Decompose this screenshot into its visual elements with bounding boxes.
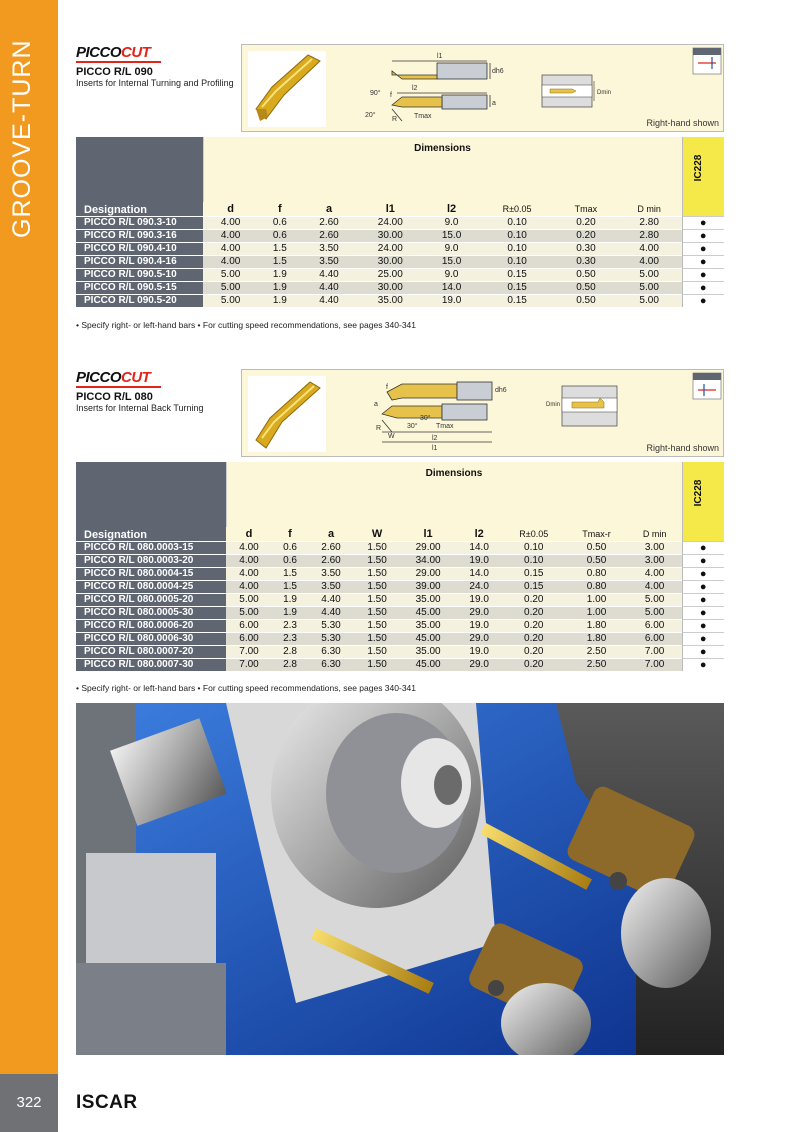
value-cell: 1.00 — [565, 593, 627, 606]
value-cell: 14.0 — [456, 567, 502, 580]
value-cell: 19.0 — [424, 294, 479, 307]
value-cell: 5.00 — [628, 606, 682, 619]
value-cell: 24.00 — [357, 242, 424, 255]
value-cell: 4.00 — [226, 580, 272, 593]
value-cell: 0.30 — [555, 255, 617, 268]
availability-dot: ● — [682, 216, 724, 229]
grade-ic228: IC228 — [692, 154, 704, 181]
value-cell: 1.50 — [354, 593, 400, 606]
value-cell: 15.0 — [424, 229, 479, 242]
label-r: R — [392, 116, 398, 123]
value-cell: 0.15 — [479, 294, 555, 307]
availability-dot: ● — [682, 242, 724, 255]
value-cell: 5.00 — [226, 593, 272, 606]
value-cell: 2.80 — [617, 229, 682, 242]
value-cell: 7.00 — [628, 658, 682, 671]
value-cell: 1.50 — [354, 567, 400, 580]
value-cell: 0.20 — [502, 606, 565, 619]
label-dh6: dh6 — [492, 68, 504, 75]
logo-text-picco: PICCO — [76, 44, 122, 61]
value-cell: 5.00 — [203, 268, 258, 281]
value-cell: 30.00 — [357, 281, 424, 294]
grade-ic228: IC228 — [692, 479, 704, 506]
value-cell: 0.50 — [555, 281, 617, 294]
value-cell: 29.0 — [456, 658, 502, 671]
value-cell: 4.00 — [203, 229, 258, 242]
label-l1: l1 — [432, 445, 438, 452]
footnote-080: • Specify right- or left-hand bars • For cutting speed recommendations, see pages 340-341 — [76, 683, 416, 693]
value-cell: 1.80 — [565, 632, 627, 645]
table-row — [76, 580, 724, 593]
spec-table-body-090 — [76, 216, 724, 307]
availability-dot: ● — [682, 645, 724, 658]
table-row — [76, 294, 724, 307]
value-cell: 1.5 — [272, 580, 308, 593]
value-cell: 9.0 — [424, 216, 479, 229]
value-cell: 45.00 — [400, 632, 456, 645]
availability-dot: ● — [682, 593, 724, 606]
col-tmax-r: Tmax-r — [565, 527, 627, 541]
table-row — [76, 216, 724, 229]
value-cell: 1.5 — [258, 242, 301, 255]
label-angle-30a: 30° — [420, 415, 431, 422]
designation-cell: PICCO R/L 090.3-10 — [76, 216, 203, 229]
profile-drawing — [392, 61, 490, 121]
value-cell: 2.50 — [565, 658, 627, 671]
grade-header — [682, 137, 724, 216]
value-cell: 2.8 — [272, 645, 308, 658]
value-cell: 1.00 — [565, 606, 627, 619]
value-cell: 29.0 — [456, 632, 502, 645]
product-subtitle: Inserts for Internal Turning and Profiling — [76, 78, 234, 88]
logo-underline — [76, 386, 161, 388]
value-cell: 6.00 — [628, 632, 682, 645]
availability-dot: ● — [682, 255, 724, 268]
value-cell: 1.50 — [354, 606, 400, 619]
machining-photo-illustration — [76, 703, 724, 1055]
insert-image-icon — [248, 51, 326, 127]
value-cell: 2.3 — [272, 619, 308, 632]
label-l2: l2 — [412, 85, 418, 92]
value-cell: 0.80 — [565, 567, 627, 580]
label-w: W — [388, 433, 395, 440]
label-l2: l2 — [432, 435, 438, 442]
table-row — [76, 593, 724, 606]
bore-section-drawing — [562, 386, 617, 426]
bore-section-drawing — [542, 75, 594, 107]
value-cell: 7.00 — [226, 658, 272, 671]
right-hand-orientation-icon — [693, 48, 721, 74]
value-cell: 0.10 — [479, 216, 555, 229]
col-d: d — [203, 202, 258, 216]
value-cell: 19.0 — [456, 593, 502, 606]
value-cell: 4.00 — [226, 541, 272, 554]
right-hand-orientation-icon — [693, 373, 721, 399]
value-cell: 35.00 — [400, 593, 456, 606]
value-cell: 24.0 — [456, 580, 502, 593]
label-r: R — [376, 425, 382, 432]
col-a: a — [308, 527, 354, 541]
value-cell: 3.50 — [308, 580, 354, 593]
value-cell: 1.50 — [354, 619, 400, 632]
insert-image-icon — [248, 376, 326, 452]
value-cell: 0.10 — [479, 229, 555, 242]
insert-drawing-panel — [241, 44, 724, 132]
page-number: 322 — [16, 1094, 42, 1111]
table-row — [76, 567, 724, 580]
col-r: R±0.05 — [502, 527, 565, 541]
table-row — [76, 268, 724, 281]
value-cell: 0.20 — [555, 229, 617, 242]
value-cell: 0.30 — [555, 242, 617, 255]
value-cell: 30.00 — [357, 229, 424, 242]
value-cell: 19.0 — [456, 554, 502, 567]
designation-cell: PICCO R/L 080.0005-20 — [76, 593, 226, 606]
availability-dot: ● — [682, 567, 724, 580]
table-row — [76, 606, 724, 619]
availability-dot: ● — [682, 619, 724, 632]
value-cell: 3.50 — [301, 255, 356, 268]
dimensions-header: Dimensions — [203, 137, 682, 202]
label-f: f — [386, 384, 388, 391]
label-dmin: Dmin — [597, 90, 612, 96]
value-cell: 30.00 — [357, 255, 424, 268]
label-a: a — [374, 401, 378, 408]
col-tmax: Tmax — [555, 202, 617, 216]
label-f: f — [390, 92, 392, 99]
value-cell: 35.00 — [400, 645, 456, 658]
value-cell: 3.50 — [301, 242, 356, 255]
value-cell: 14.0 — [424, 281, 479, 294]
designation-cell: PICCO R/L 090.5-10 — [76, 268, 203, 281]
insert-drawing-panel — [241, 369, 724, 457]
value-cell: 5.00 — [203, 281, 258, 294]
designation-cell: PICCO R/L 080.0006-20 — [76, 619, 226, 632]
availability-dot: ● — [682, 541, 724, 554]
value-cell: 5.30 — [308, 632, 354, 645]
value-cell: 1.50 — [354, 541, 400, 554]
table-row — [76, 242, 724, 255]
value-cell: 4.40 — [301, 268, 356, 281]
value-cell: 0.10 — [502, 541, 565, 554]
label-angle-30b: 30° — [407, 423, 418, 430]
value-cell: 0.6 — [258, 216, 301, 229]
table-row — [76, 281, 724, 294]
col-l2: l2 — [456, 527, 502, 541]
value-cell: 0.50 — [565, 554, 627, 567]
picco-cut-logo — [76, 44, 150, 61]
table-row — [76, 658, 724, 671]
value-cell: 6.00 — [226, 619, 272, 632]
value-cell: 0.10 — [479, 242, 555, 255]
availability-dot: ● — [682, 294, 724, 307]
label-tmax: Tmax — [436, 423, 454, 430]
availability-dot: ● — [682, 268, 724, 281]
col-r: R±0.05 — [479, 202, 555, 216]
value-cell: 0.15 — [479, 268, 555, 281]
table-row — [76, 229, 724, 242]
value-cell: 1.9 — [258, 281, 301, 294]
value-cell: 1.50 — [354, 632, 400, 645]
designation-cell: PICCO R/L 090.5-15 — [76, 281, 203, 294]
footnote-090: • Specify right- or left-hand bars • For cutting speed recommendations, see pages 340-341 — [76, 320, 416, 330]
value-cell: 19.0 — [456, 645, 502, 658]
product-title: PICCO R/L 080 — [76, 391, 153, 403]
value-cell: 0.15 — [502, 567, 565, 580]
availability-dot: ● — [682, 281, 724, 294]
designation-cell: PICCO R/L 090.4-10 — [76, 242, 203, 255]
value-cell: 0.15 — [502, 580, 565, 593]
availability-dot: ● — [682, 658, 724, 671]
picco-cut-logo — [76, 369, 150, 386]
value-cell: 1.9 — [258, 268, 301, 281]
spec-table-090 — [76, 137, 724, 307]
logo-text-cut: CUT — [121, 44, 151, 61]
value-cell: 0.6 — [258, 229, 301, 242]
value-cell: 7.00 — [628, 645, 682, 658]
label-angle-90: 90° — [370, 90, 381, 97]
value-cell: 2.50 — [565, 645, 627, 658]
table-row — [76, 645, 724, 658]
label-l1: l1 — [437, 53, 443, 60]
value-cell: 35.00 — [400, 619, 456, 632]
value-cell: 4.00 — [628, 580, 682, 593]
value-cell: 1.80 — [565, 619, 627, 632]
availability-dot: ● — [682, 580, 724, 593]
product-section-080 — [76, 369, 724, 699]
designation-cell: PICCO R/L 080.0006-30 — [76, 632, 226, 645]
value-cell: 2.60 — [301, 229, 356, 242]
value-cell: 0.15 — [479, 281, 555, 294]
value-cell: 1.50 — [354, 658, 400, 671]
label-a: a — [492, 100, 496, 107]
value-cell: 5.00 — [628, 593, 682, 606]
table-row — [76, 619, 724, 632]
value-cell: 1.9 — [258, 294, 301, 307]
col-d: d — [226, 527, 272, 541]
value-cell: 1.50 — [354, 580, 400, 593]
value-cell: 3.50 — [308, 567, 354, 580]
value-cell: 39.00 — [400, 580, 456, 593]
col-l1: l1 — [400, 527, 456, 541]
value-cell: 5.00 — [617, 294, 682, 307]
machining-photo — [76, 703, 724, 1055]
product-section-090 — [76, 44, 724, 334]
value-cell: 2.60 — [308, 541, 354, 554]
value-cell: 29.00 — [400, 567, 456, 580]
value-cell: 0.50 — [555, 268, 617, 281]
logo-text-cut: CUT — [121, 369, 151, 386]
value-cell: 2.60 — [308, 554, 354, 567]
value-cell: 25.00 — [357, 268, 424, 281]
value-cell: 1.9 — [272, 593, 308, 606]
product-subtitle: Inserts for Internal Back Turning — [76, 403, 204, 413]
value-cell: 4.00 — [617, 242, 682, 255]
value-cell: 4.40 — [301, 294, 356, 307]
value-cell: 9.0 — [424, 268, 479, 281]
table-row — [76, 255, 724, 268]
value-cell: 0.6 — [272, 554, 308, 567]
grade-header — [682, 462, 724, 541]
col-f: f — [272, 527, 308, 541]
value-cell: 6.30 — [308, 658, 354, 671]
value-cell: 0.10 — [479, 255, 555, 268]
value-cell: 5.00 — [617, 268, 682, 281]
label-angle-20: 20° — [365, 112, 376, 119]
sidebar-title: GROOVE-TURN — [8, 39, 36, 238]
logo-text-picco: PICCO — [76, 369, 122, 386]
value-cell: 2.3 — [272, 632, 308, 645]
value-cell: 6.00 — [226, 632, 272, 645]
value-cell: 0.50 — [565, 541, 627, 554]
label-tmax: Tmax — [414, 113, 432, 120]
table-row — [76, 632, 724, 645]
col-dmin: D min — [628, 527, 682, 541]
value-cell: 7.00 — [226, 645, 272, 658]
col-w: W — [354, 527, 400, 541]
designation-cell: PICCO R/L 080.0004-15 — [76, 567, 226, 580]
label-dmin: Dmin — [546, 402, 561, 408]
value-cell: 2.60 — [301, 216, 356, 229]
value-cell: 45.00 — [400, 606, 456, 619]
value-cell: 0.10 — [502, 554, 565, 567]
value-cell: 5.00 — [226, 606, 272, 619]
value-cell: 0.20 — [502, 658, 565, 671]
value-cell: 6.30 — [308, 645, 354, 658]
designation-header: Designation — [76, 462, 226, 541]
value-cell: 4.00 — [628, 567, 682, 580]
col-l2: l2 — [424, 202, 479, 216]
value-cell: 15.0 — [424, 255, 479, 268]
designation-header: Designation — [76, 137, 203, 216]
availability-dot: ● — [682, 632, 724, 645]
col-l1: l1 — [357, 202, 424, 216]
designation-cell: PICCO R/L 090.4-16 — [76, 255, 203, 268]
value-cell: 1.5 — [272, 567, 308, 580]
right-hand-shown-label: Right-hand shown — [646, 443, 719, 453]
value-cell: 0.20 — [502, 645, 565, 658]
designation-cell: PICCO R/L 080.0007-20 — [76, 645, 226, 658]
value-cell: 0.20 — [502, 632, 565, 645]
value-cell: 4.00 — [203, 242, 258, 255]
label-dh6: dh6 — [495, 387, 507, 394]
value-cell: 24.00 — [357, 216, 424, 229]
designation-cell: PICCO R/L 080.0005-30 — [76, 606, 226, 619]
value-cell: 0.20 — [555, 216, 617, 229]
value-cell: 4.00 — [203, 216, 258, 229]
value-cell: 45.00 — [400, 658, 456, 671]
value-cell: 2.8 — [272, 658, 308, 671]
value-cell: 9.0 — [424, 242, 479, 255]
value-cell: 1.50 — [354, 554, 400, 567]
value-cell: 5.30 — [308, 619, 354, 632]
value-cell: 14.0 — [456, 541, 502, 554]
value-cell: 34.00 — [400, 554, 456, 567]
value-cell: 4.00 — [226, 554, 272, 567]
value-cell: 0.80 — [565, 580, 627, 593]
designation-cell: PICCO R/L 080.0003-15 — [76, 541, 226, 554]
value-cell: 1.5 — [258, 255, 301, 268]
section-sidebar — [0, 0, 58, 1132]
designation-cell: PICCO R/L 090.5-20 — [76, 294, 203, 307]
value-cell: 29.00 — [400, 541, 456, 554]
value-cell: 5.00 — [617, 281, 682, 294]
value-cell: 0.50 — [555, 294, 617, 307]
spec-table-080 — [76, 462, 724, 671]
value-cell: 4.00 — [617, 255, 682, 268]
value-cell: 4.40 — [301, 281, 356, 294]
profile-drawing — [382, 382, 492, 442]
value-cell: 4.00 — [226, 567, 272, 580]
designation-cell: PICCO R/L 090.3-16 — [76, 229, 203, 242]
designation-cell: PICCO R/L 080.0004-25 — [76, 580, 226, 593]
availability-dot: ● — [682, 554, 724, 567]
value-cell: 1.50 — [354, 645, 400, 658]
value-cell: 4.40 — [308, 606, 354, 619]
table-row — [76, 554, 724, 567]
value-cell: 29.0 — [456, 606, 502, 619]
availability-dot: ● — [682, 229, 724, 242]
brand-name: ISCAR — [76, 1092, 138, 1113]
value-cell: 0.20 — [502, 593, 565, 606]
value-cell: 3.00 — [628, 554, 682, 567]
value-cell: 0.6 — [272, 541, 308, 554]
table-row — [76, 541, 724, 554]
availability-dot: ● — [682, 606, 724, 619]
col-f: f — [258, 202, 301, 216]
designation-cell: PICCO R/L 080.0007-30 — [76, 658, 226, 671]
value-cell: 2.80 — [617, 216, 682, 229]
value-cell: 6.00 — [628, 619, 682, 632]
col-a: a — [301, 202, 356, 216]
value-cell: 35.00 — [357, 294, 424, 307]
value-cell: 3.00 — [628, 541, 682, 554]
designation-cell: PICCO R/L 080.0003-20 — [76, 554, 226, 567]
product-title: PICCO R/L 090 — [76, 66, 153, 78]
right-hand-shown-label: Right-hand shown — [646, 118, 719, 128]
value-cell: 0.20 — [502, 619, 565, 632]
value-cell: 4.40 — [308, 593, 354, 606]
value-cell: 4.00 — [203, 255, 258, 268]
col-dmin: D min — [617, 202, 682, 216]
logo-underline — [76, 61, 161, 63]
spec-table-body-080 — [76, 541, 724, 671]
dimensions-header: Dimensions — [226, 462, 682, 527]
value-cell: 1.9 — [272, 606, 308, 619]
value-cell: 5.00 — [203, 294, 258, 307]
value-cell: 19.0 — [456, 619, 502, 632]
